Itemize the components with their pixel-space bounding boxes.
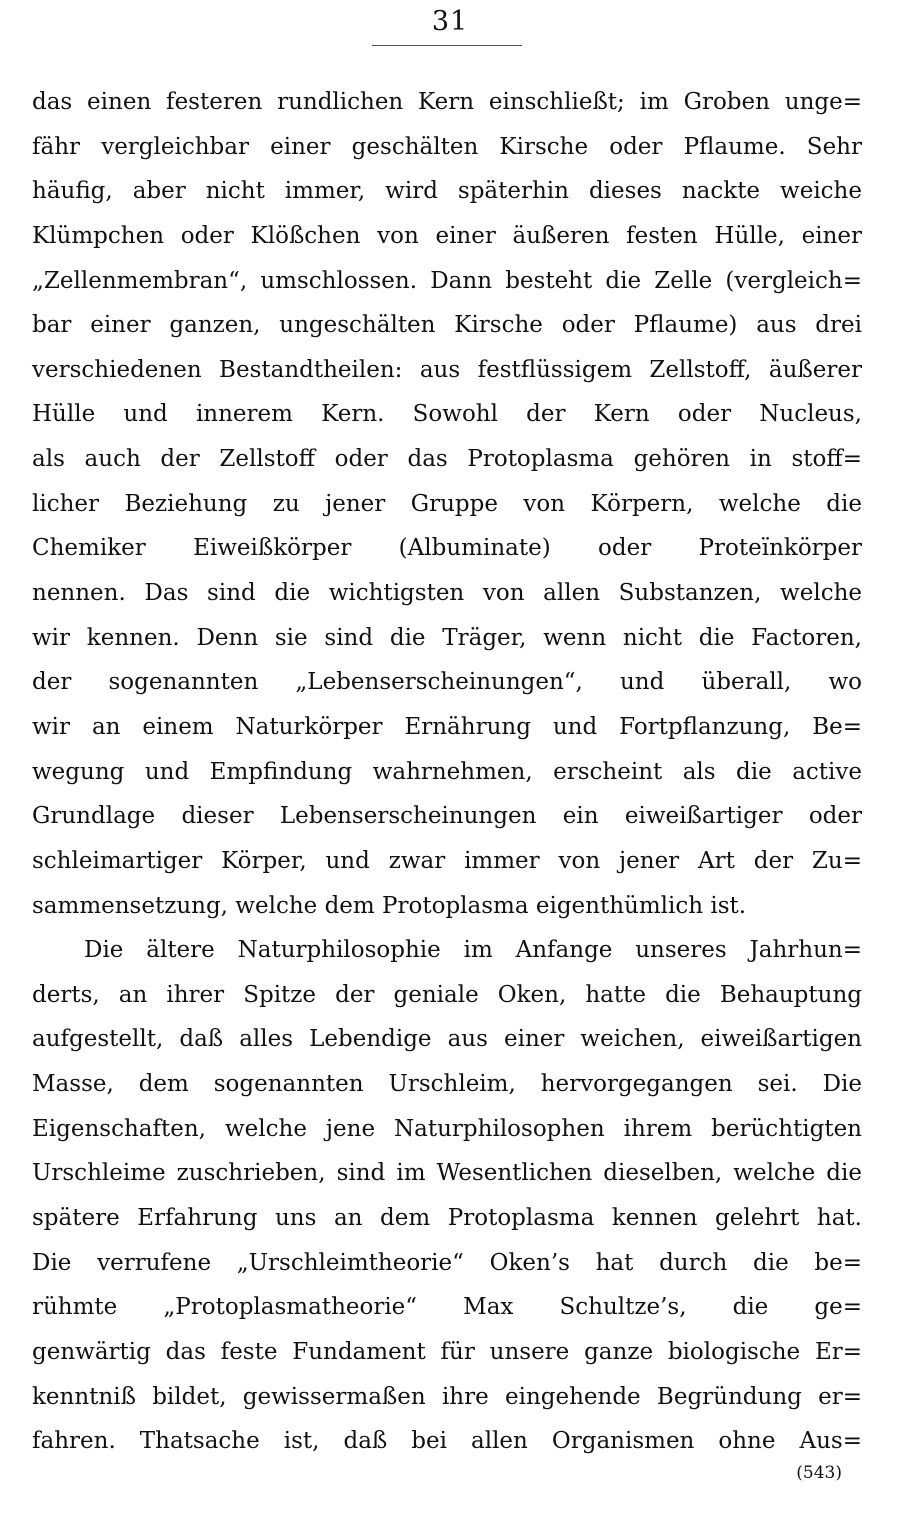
signature-mark: (543)	[796, 1463, 842, 1483]
text-line: das einen festeren rundlichen Kern einschließt; im Groben unge=	[32, 89, 862, 115]
page-number: 31	[431, 6, 469, 37]
text-line: Grundlage dieser Lebenserscheinungen ein eiweißartiger oder	[32, 803, 862, 830]
text-line: bar einer ganzen, ungeschälten Kirsche oder Pflaume) aus drei	[32, 312, 862, 339]
text-line: als auch der Zellstoff oder das Protoplasma gehören in stoff=	[32, 446, 862, 473]
text-line: licher Beziehung zu jener Gruppe von Körpern, welche die	[32, 490, 862, 517]
text-line: schleimartiger Körper, und zwar immer von jener Art der Zu=	[32, 847, 862, 874]
text-line: aufgestellt, daß alles Lebendige aus einer weichen, eiweißartigen	[32, 1026, 862, 1053]
text-line: der sogenannten „Lebenserscheinungen“, und überall, wo	[32, 669, 862, 696]
text-line: kenntniß bildet, gewissermaßen ihre eingehende Begründung er=	[32, 1383, 862, 1410]
text-line: Masse, dem sogenannten Urschleim, hervorgegangen sei. Die	[32, 1071, 862, 1098]
text-line: fähr vergleichbar einer geschälten Kirsche oder Pflaume. Sehr	[32, 133, 862, 160]
text-line: genwärtig das feste Fundament für unsere ganze biologische Er=	[32, 1338, 862, 1365]
body-text	[32, 80, 862, 1464]
text-line: wegung und Empfindung wahrnehmen, erscheint als die active	[32, 758, 862, 785]
text-line-paragraph-end: sammensetzung, welche dem Protoplasma eigenthümlich ist.	[32, 892, 747, 919]
text-line: Die verrufene „Urschleimtheorie“ Oken’s hat durch die be=	[32, 1249, 862, 1276]
text-line: Urschleime zuschrieben, sind im Wesentlichen dieselben, welche die	[32, 1160, 862, 1187]
text-line: Klümpchen oder Klößchen von einer äußeren festen Hülle, einer	[32, 222, 862, 249]
text-line: häufig, aber nicht immer, wird späterhin dieses nackte weiche	[32, 178, 862, 205]
text-line: Eigenschaften, welche jene Naturphilosophen ihrem berüchtigten	[32, 1115, 862, 1142]
text-line: wir kennen. Denn sie sind die Träger, wenn nicht die Factoren,	[32, 624, 862, 651]
header-rule	[372, 45, 522, 46]
text-line: Hülle und innerem Kern. Sowohl der Kern oder Nucleus,	[32, 401, 862, 428]
text-line: verschiedenen Bestandtheilen: aus festflüssigem Zellstoff, äußerer	[32, 356, 862, 383]
text-line: derts, an ihrer Spitze der geniale Oken, hatte die Behauptung	[32, 981, 862, 1008]
text-line: spätere Erfahrung uns an dem Protoplasma kennen gelehrt hat.	[32, 1205, 862, 1232]
text-line: fahren. Thatsache ist, daß bei allen Organismen ohne Aus=	[32, 1428, 862, 1455]
text-line: „Zellenmembran“, umschlossen. Dann besteht die Zelle (vergleich=	[32, 267, 862, 294]
text-line: wir an einem Naturkörper Ernährung und Fortpflanzung, Be=	[32, 713, 862, 740]
text-line: nennen. Das sind die wichtigsten von allen Substanzen, welche	[32, 580, 862, 607]
text-line: Chemiker Eiweißkörper (Albuminate) oder Proteïnkörper	[32, 535, 862, 562]
text-line-paragraph-start: Die ältere Naturphilosophie im Anfange unseres Jahrhun=	[84, 937, 862, 964]
text-line: rühmte „Protoplasmatheorie“ Max Schultze’s, die ge=	[32, 1294, 862, 1321]
